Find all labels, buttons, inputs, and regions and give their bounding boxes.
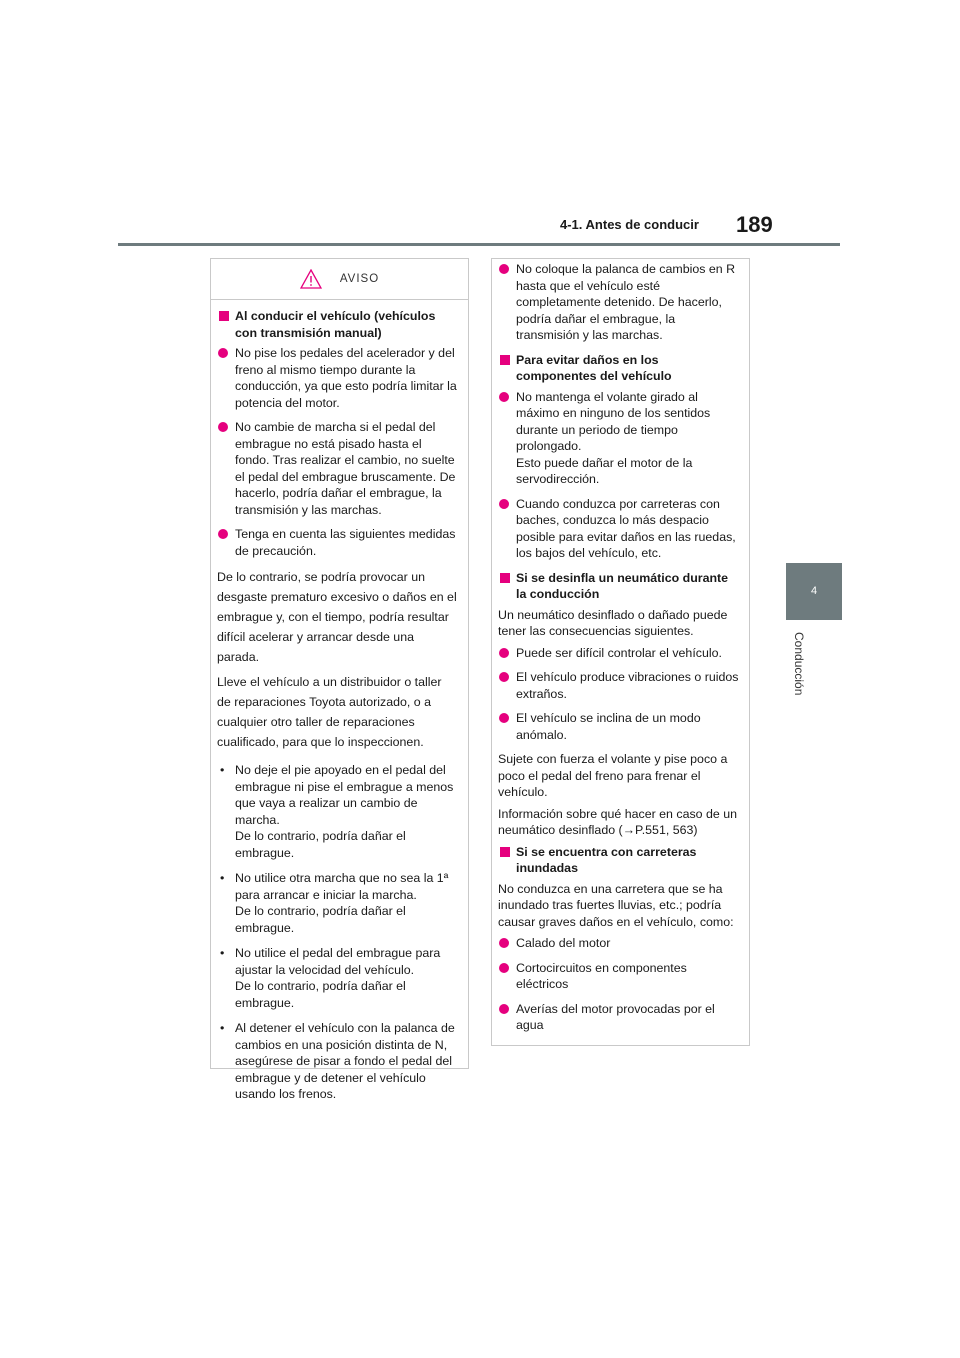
list-item: Calado del motor xyxy=(498,935,739,952)
bullet-dot-icon xyxy=(499,392,509,402)
heading: Para evitar daños en los componentes del vehículo xyxy=(498,352,739,385)
list-item: Tenga en cuenta las siguientes medidas de precaución. xyxy=(217,526,458,559)
heading: Al conducir el vehículo (vehículos con transmisión manual) xyxy=(217,308,458,341)
chapter-label: Conducción xyxy=(792,632,806,696)
paragraph: Lleve el vehículo a un distribuidor o taller de reparaciones Toyota autorizado, o a cualquier otro taller de reparaciones cualificado, para que lo inspeccionen. xyxy=(217,675,442,749)
heading: Si se desinfla un neumático durante la conducción xyxy=(498,570,739,603)
paragraph: Sujete con fuerza el volante y pise poco a poco el pedal del freno para frenar el vehículo. xyxy=(498,752,728,799)
list-item: El vehículo produce vibraciones o ruidos extraños. xyxy=(498,669,739,702)
page-number: 189 xyxy=(736,212,773,237)
bullet-dot-icon xyxy=(499,713,509,723)
heading: Si se encuentra con carreteras inundadas xyxy=(498,844,739,877)
sub-item: • No utilice el pedal del embrague para ajustar la velocidad del vehículo. De lo contrario, podría dañar el embrague. xyxy=(220,946,441,1010)
bullet-dot-icon xyxy=(499,938,509,948)
list-item: No coloque la palanca de cambios en R hasta que el vehículo esté completamente detenido. De hacerlo, podría dañar el embrague, la transmisión y las marchas. xyxy=(498,261,739,344)
aviso-header xyxy=(211,267,468,300)
section-title: 4-1. Antes de conducir xyxy=(560,217,699,232)
paragraph: De lo contrario, se podría provocar un desgaste prematuro excesivo o daños en el embrague y, con el tiempo, podría resultar difícil acelerar y arrancar desde una parada. xyxy=(217,570,457,664)
warning-triangle-icon xyxy=(300,269,322,289)
square-bullet-icon xyxy=(500,573,510,583)
square-bullet-icon xyxy=(500,355,510,365)
bullet-dot-icon xyxy=(499,264,509,274)
bullet-dot-icon xyxy=(499,499,509,509)
list-item: Cuando conduzca por carreteras con baches, conduzca lo más despacio posible para evitar daños en las ruedas, los bajos del vehículo, etc. xyxy=(498,496,739,562)
list-item: Cortocircuitos en componentes eléctricos xyxy=(498,960,739,993)
bullet-dot-icon xyxy=(499,672,509,682)
list-item: No mantenga el volante girado al máximo en ninguno de los sentidos durante un periodo de tiempo prolongado. Esto puede dañar el motor de la servodirección. xyxy=(498,389,739,488)
warning-box-right xyxy=(491,258,750,1046)
chapter-tab[interactable]: 4 xyxy=(786,563,842,620)
list-item: No cambie de marcha si el pedal del embrague no está pisado hasta el fondo. Tras realizar el cambio, no suelte el pedal del embrague bruscamente. De hacerlo, podría dañar el embrague, la transmisión y las marchas. xyxy=(217,419,458,518)
warning-box-left xyxy=(210,258,469,1101)
sub-item: • Al detener el vehículo con la palanca de cambios en una posición distinta de N, asegúrese de pisar a fondo el pedal del embrague y de detener el vehículo usando los frenos. xyxy=(220,1021,455,1101)
paragraph: Información sobre qué hacer en caso de un neumático desinflado (→P.551, 563) xyxy=(498,806,738,837)
sub-item: • No deje el pie apoyado en el pedal del embrague ni pise el embrague a menos que vaya a realizar un cambio de marcha. De lo contrario, podría dañar el embrague. xyxy=(220,763,454,860)
list-item: No pise los pedales del acelerador y del freno al mismo tiempo durante la conducción, ya que esto podría limitar la potencia del motor. xyxy=(217,345,458,411)
aviso-label: AVISO xyxy=(339,272,380,285)
bullet-dot-icon xyxy=(218,422,228,432)
square-bullet-icon xyxy=(219,311,229,321)
bullet-dot-icon xyxy=(499,1004,509,1014)
bullet-dot-icon xyxy=(499,963,509,973)
bullet-dot-icon xyxy=(499,648,509,658)
bullet-dot-icon xyxy=(218,348,228,358)
paragraph: No conduzca en una carretera que se ha inundado tras fuertes lluvias, etc.; podría causar graves daños en el vehículo, como: xyxy=(498,881,734,929)
paragraph: Un neumático desinflado o dañado puede tener las consecuencias siguientes. xyxy=(498,607,728,638)
header-rule xyxy=(118,243,840,246)
sub-item: • No utilice otra marcha que no sea la 1ª para arrancar e iniciar la marcha. De lo contrario, podría dañar el embrague. xyxy=(220,871,449,935)
bullet-dot-icon xyxy=(218,529,228,539)
list-item: Puede ser difícil controlar el vehículo. xyxy=(498,645,739,662)
list-item: Averías del motor provocadas por el agua xyxy=(498,1001,739,1034)
list-item: El vehículo se inclina de un modo anómalo. xyxy=(498,710,739,743)
square-bullet-icon xyxy=(500,847,510,857)
